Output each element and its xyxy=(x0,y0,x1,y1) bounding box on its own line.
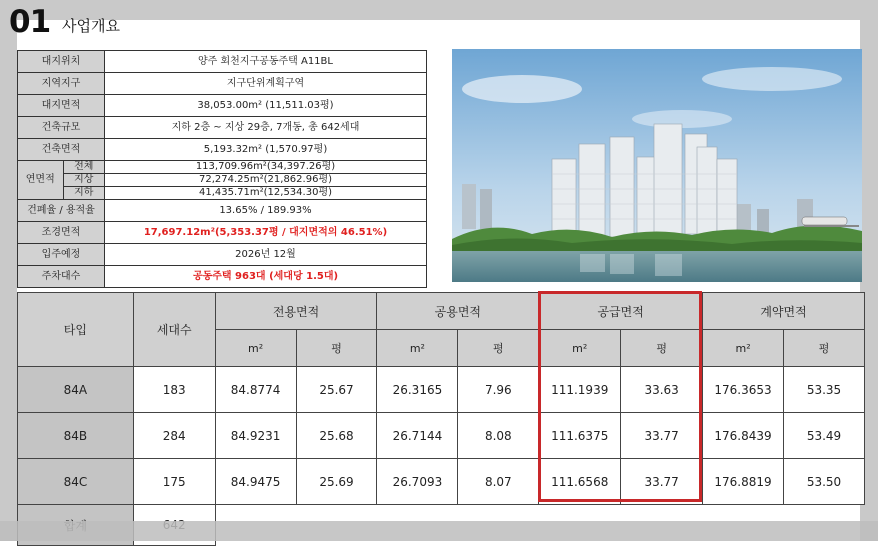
overview-row xyxy=(18,117,427,139)
unit-pyeong: 평 xyxy=(296,330,377,367)
overview-label: 주차대수 xyxy=(18,266,105,288)
overview-row xyxy=(18,266,427,288)
cell-supply-pyeong: 33.77 xyxy=(621,413,703,459)
floor-area-sublabel: 지하 xyxy=(63,187,104,200)
supply-area-highlight-box xyxy=(538,291,702,502)
cell-supply-sqm: 111.6375 xyxy=(539,413,621,459)
overview-value: 2026년 12월 xyxy=(105,244,427,266)
overview-row xyxy=(18,174,427,187)
floor-area-label: 연면적 xyxy=(18,161,64,200)
overview-label: 조경면적 xyxy=(18,222,105,244)
overview-value: 공동주택 963대 (세대당 1.5대) xyxy=(105,266,427,288)
cell-supply-sqm: 111.6568 xyxy=(539,459,621,505)
cell-common-pyeong: 7.96 xyxy=(458,367,539,413)
cell-type: 84A xyxy=(18,367,134,413)
unit-sqm: m² xyxy=(215,330,296,367)
overview-row xyxy=(18,222,427,244)
overview-value: 지구단위계획구역 xyxy=(105,73,427,95)
overview-label: 건축면적 xyxy=(18,139,105,161)
cell-supply-pyeong: 33.63 xyxy=(621,367,703,413)
overview-label: 건축규모 xyxy=(18,117,105,139)
cell-contract-pyeong: 53.50 xyxy=(784,459,865,505)
cell-exclusive-sqm: 84.9231 xyxy=(215,413,296,459)
table-row xyxy=(18,459,865,505)
cell-exclusive-pyeong: 25.69 xyxy=(296,459,377,505)
cell-contract-sqm: 176.8439 xyxy=(703,413,784,459)
cell-common-sqm: 26.7093 xyxy=(377,459,458,505)
unit-area-table xyxy=(17,292,865,546)
header-exclusive-area: 전용면적 xyxy=(215,293,377,330)
overview-row xyxy=(18,139,427,161)
overview-label: 입주예정 xyxy=(18,244,105,266)
floor-area-value: 41,435.71m²(12,534.30평) xyxy=(105,187,427,200)
cell-common-sqm: 26.7144 xyxy=(377,413,458,459)
unit-sqm: m² xyxy=(539,330,621,367)
unit-sqm: m² xyxy=(377,330,458,367)
floor-area-sublabel: 지상 xyxy=(63,174,104,187)
cell-contract-pyeong: 53.49 xyxy=(784,413,865,459)
overview-row xyxy=(18,200,427,222)
cell-households: 175 xyxy=(133,459,215,505)
overview-value: 5,193.32m² (1,570.97평) xyxy=(105,139,427,161)
overview-label: 지역지구 xyxy=(18,73,105,95)
header-supply-area: 공급면적 xyxy=(539,293,703,330)
floor-area-value: 72,274.25m²(21,862.96평) xyxy=(105,174,427,187)
overview-value: 13.65% / 189.93% xyxy=(105,200,427,222)
cell-exclusive-sqm: 84.9475 xyxy=(215,459,296,505)
overview-label: 대지위치 xyxy=(18,51,105,73)
unit-sqm: m² xyxy=(703,330,784,367)
frame-bottom xyxy=(0,521,878,541)
section-number: 01 xyxy=(9,4,51,40)
overview-row xyxy=(18,51,427,73)
header-households: 세대수 xyxy=(133,293,215,367)
cell-exclusive-pyeong: 25.67 xyxy=(296,367,377,413)
cell-exclusive-pyeong: 25.68 xyxy=(296,413,377,459)
overview-value: 38,053.00m² (11,511.03평) xyxy=(105,95,427,117)
overview-row xyxy=(18,161,427,174)
unit-pyeong: 평 xyxy=(458,330,539,367)
cell-common-pyeong: 8.08 xyxy=(458,413,539,459)
overview-row xyxy=(18,244,427,266)
cell-type: 84C xyxy=(18,459,134,505)
cell-exclusive-sqm: 84.8774 xyxy=(215,367,296,413)
header-type: 타입 xyxy=(18,293,134,367)
cell-households: 183 xyxy=(133,367,215,413)
overview-row xyxy=(18,187,427,200)
cell-contract-pyeong: 53.35 xyxy=(784,367,865,413)
section-title: 사업개요 xyxy=(62,17,120,35)
apartment-rendering-image xyxy=(452,49,862,282)
cell-contract-sqm: 176.3653 xyxy=(703,367,784,413)
header-contract-area: 계약면적 xyxy=(703,293,865,330)
overview-value: 지하 2층 ~ 지상 29층, 7개동, 총 642세대 xyxy=(105,117,427,139)
overview-row xyxy=(18,73,427,95)
frame-top xyxy=(0,0,878,20)
overview-value: 양주 회천지구공동주택 A11BL xyxy=(105,51,427,73)
cell-common-sqm: 26.3165 xyxy=(377,367,458,413)
overview-label: 건폐율 / 용적율 xyxy=(18,200,105,222)
floor-area-value: 113,709.96m²(34,397.26평) xyxy=(105,161,427,174)
table-row xyxy=(18,367,865,413)
cell-households: 284 xyxy=(133,413,215,459)
cell-type: 84B xyxy=(18,413,134,459)
table-row xyxy=(18,413,865,459)
cell-contract-sqm: 176.8819 xyxy=(703,459,784,505)
cell-common-pyeong: 8.07 xyxy=(458,459,539,505)
floor-area-sublabel: 전체 xyxy=(63,161,104,174)
cell-supply-sqm: 111.1939 xyxy=(539,367,621,413)
cell-supply-pyeong: 33.77 xyxy=(621,459,703,505)
header-common-area: 공용면적 xyxy=(377,293,539,330)
overview-row xyxy=(18,95,427,117)
table-header-row xyxy=(18,293,865,330)
frame-left xyxy=(0,0,17,541)
overview-value: 17,697.12m²(5,353.37평 / 대지면적의 46.51%) xyxy=(105,222,427,244)
unit-pyeong: 평 xyxy=(784,330,865,367)
unit-pyeong: 평 xyxy=(621,330,703,367)
project-overview-table xyxy=(17,50,427,288)
overview-label: 대지면적 xyxy=(18,95,105,117)
